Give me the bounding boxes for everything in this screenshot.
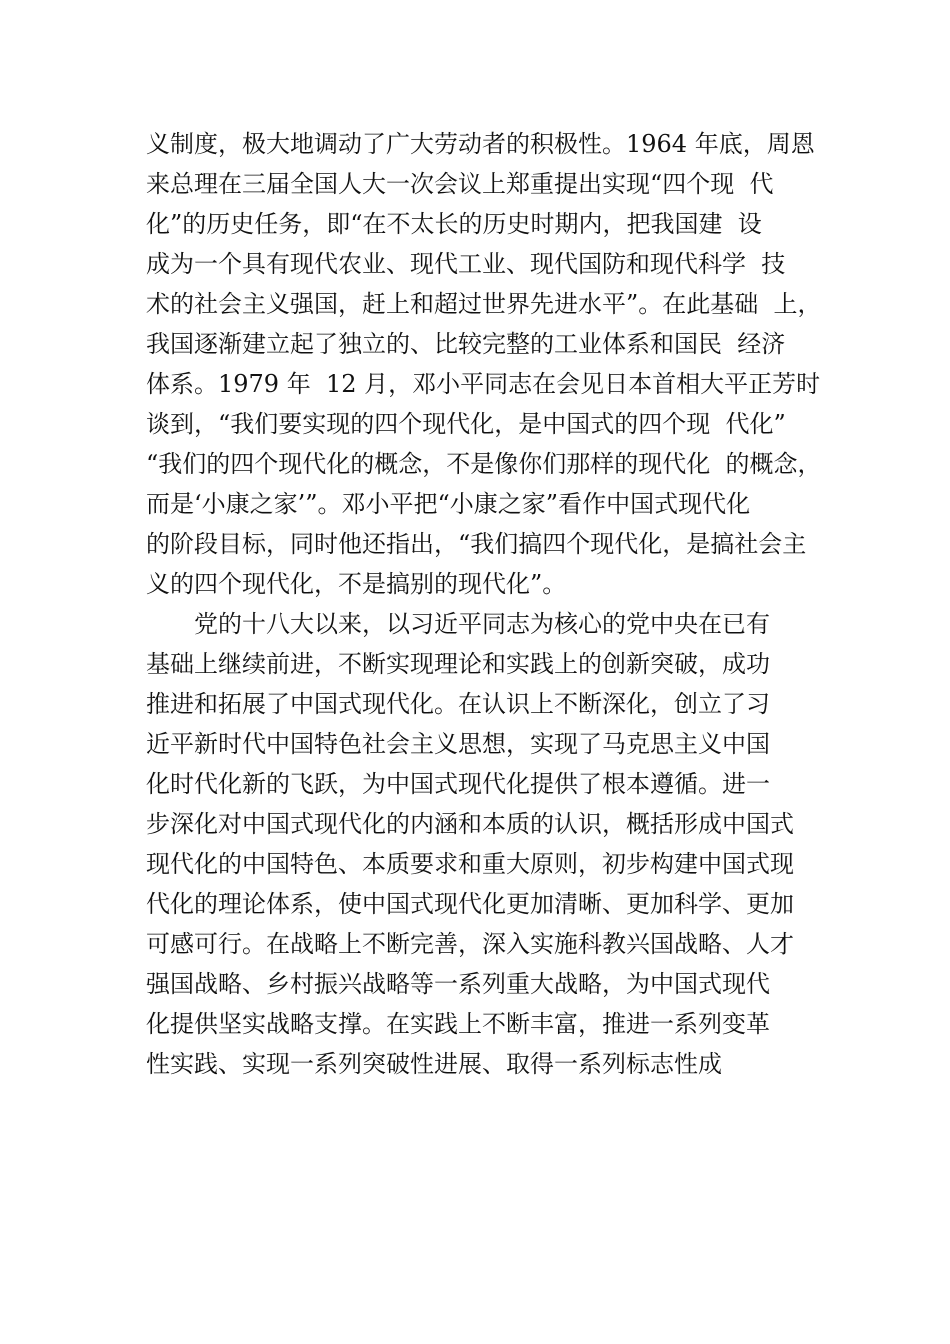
text-line: 我国逐渐建立起了独立的、比较完整的工业体系和国民 经济 xyxy=(146,330,786,358)
text-line: 推进和拓展了中国式现代化。在认识上不断深化，创立了习 xyxy=(146,690,770,718)
text-line: 强国战略、乡村振兴战略等一系列重大战略，为中国式现代 xyxy=(146,970,770,998)
text-line: 义制度，极大地调动了广大劳动者的积极性。1964 年底，周恩 xyxy=(146,130,815,158)
text-line: 成为一个具有现代农业、现代工业、现代国防和现代科学 技 xyxy=(146,250,786,278)
text-line: 近平新时代中国特色社会主义思想，实现了马克思主义中国 xyxy=(146,730,770,758)
body-text xyxy=(146,124,846,1084)
text-line: 现代化的中国特色、本质要求和重大原则，初步构建中国式现 xyxy=(146,850,794,878)
text-line: 可感可行。在战略上不断完善，深入实施科教兴国战略、人才 xyxy=(146,930,794,958)
text-line: 而是‘小康之家’”。邓小平把“小康之家”看作中国式现代化 xyxy=(146,490,751,518)
text-line: 代化的理论体系，使中国式现代化更加清晰、更加科学、更加 xyxy=(146,890,794,918)
text-line: 化提供坚实战略支撑。在实践上不断丰富，推进一系列变革 xyxy=(146,1010,770,1038)
text-line: 来总理在三届全国人大一次会议上郑重提出实现“四个现 代 xyxy=(146,170,774,198)
text-line: 体系。1979 年 12 月，邓小平同志在会见日本首相大平正芳时 xyxy=(146,370,821,398)
text-line: 术的社会主义强国，赶上和超过世界先进水平”。在此基础 上， xyxy=(146,290,822,318)
text-line: “我们的四个现代化的概念，不是像你们那样的现代化 的概念， xyxy=(146,450,822,478)
text-line: 化时代化新的飞跃，为中国式现代化提供了根本遵循。进一 xyxy=(146,770,770,798)
text-line: 步深化对中国式现代化的内涵和本质的认识，概括形成中国式 xyxy=(146,810,794,838)
text-line: 义的四个现代化，不是搞别的现代化”。 xyxy=(146,570,567,598)
text-line: 性实践、实现一系列突破性进展、取得一系列标志性成 xyxy=(146,1050,722,1078)
paragraph-first-line: 党的十八大以来，以习近平同志为核心的党中央在已有 xyxy=(194,610,770,638)
text-line: 谈到，“我们要实现的四个现代化，是中国式的四个现 代化” xyxy=(146,410,786,438)
text-line: 基础上继续前进，不断实现理论和实践上的创新突破，成功 xyxy=(146,650,770,678)
text-line: 的阶段目标，同时他还指出，“我们搞四个现代化，是搞社会主 xyxy=(146,530,807,558)
text-line: 化”的历史任务，即“在不太长的历史时期内，把我国建 设 xyxy=(146,210,762,238)
